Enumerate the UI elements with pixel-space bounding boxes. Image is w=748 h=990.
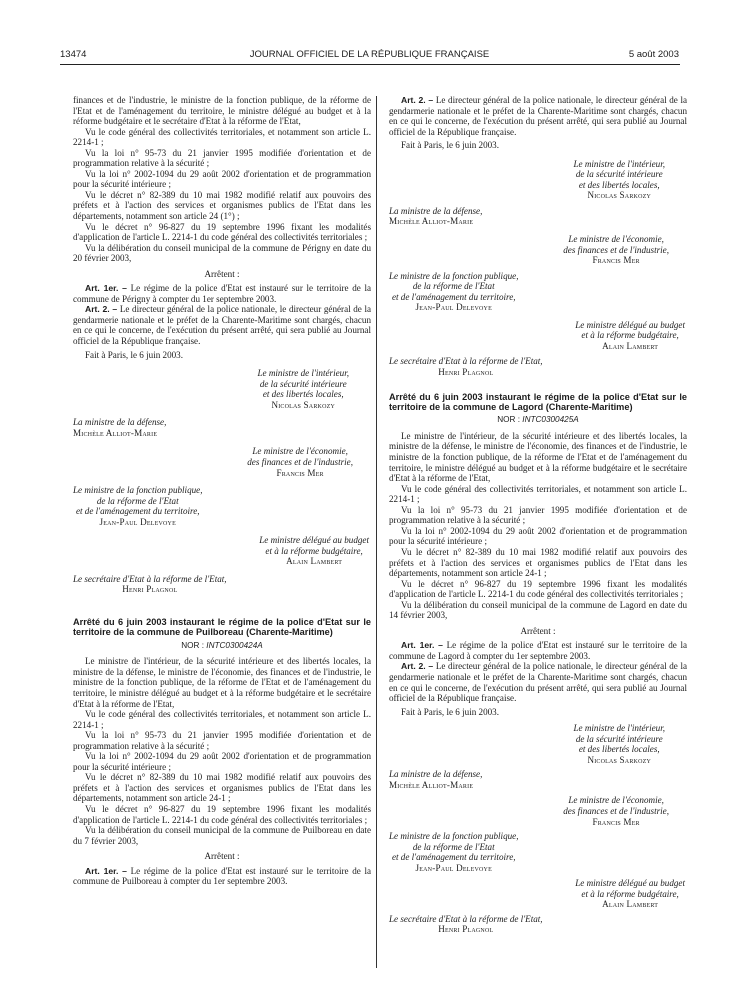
preamble: Le ministre de l'intérieur, de la sécurité intérieure et des libertés locales, la ministre de la défense, le ministre de l'économie, des finances et de l'industrie, le ministre de la fonction publique, de la réforme de l'Etat et de l'aménagement du territoire, le ministre délégué au budget et à la réforme budgétaire et le secrétaire d'Etat à la réforme de l'Etat, bbox=[73, 656, 371, 709]
article-text: Le régime de la police d'Etat est instauré sur le territoire de la commune de Lagord à compter du 1er septembre 2003. bbox=[389, 640, 688, 661]
header-rule bbox=[60, 64, 680, 65]
visa: Vu le décret n° 96-827 du 19 septembre 1996 fixant les modalités d'application de l'article L. 2214-1 du code général des collectivités territoriales ; bbox=[73, 221, 371, 243]
article-text: Le régime de la police d'Etat est instauré sur le territoire de la commune de Périgny à compter du 1er septembre 2003. bbox=[73, 283, 372, 304]
article-2 bbox=[389, 661, 687, 703]
signature-title: et des libertés locales, bbox=[578, 179, 660, 190]
signature-title: des finances et de l'industrie, bbox=[563, 805, 669, 816]
article-2 bbox=[389, 95, 687, 137]
article-1 bbox=[73, 283, 371, 304]
signature-title: Le ministre délégué au budget bbox=[575, 319, 685, 330]
nor-label: NOR : bbox=[497, 415, 523, 425]
signature-title: Le ministre délégué au budget bbox=[259, 535, 369, 546]
signature-title: et de l'aménagement du territoire, bbox=[391, 852, 516, 863]
visa: Vu le code général des collectivités territoriales, et notamment son article L. 2214-1 ; bbox=[73, 126, 371, 148]
signatory-name: Nicolas Sarkozy bbox=[271, 399, 336, 410]
signature-defense bbox=[73, 417, 371, 438]
signature-budget bbox=[389, 878, 687, 910]
signature-title: Le ministre de l'économie, bbox=[568, 234, 664, 245]
article-label: Art. 2. – bbox=[401, 661, 434, 672]
signature-title: La ministre de la défense, bbox=[389, 205, 483, 216]
visa: Vu la délibération du conseil municipal de la commune de Puilboreau en date du 7 février 2003, bbox=[73, 825, 371, 846]
article-2 bbox=[73, 304, 371, 346]
signature-title: de la réforme de l'Etat bbox=[96, 495, 179, 506]
signatory-name: Francis Mer bbox=[592, 255, 640, 266]
signature-title: et des libertés locales, bbox=[262, 389, 344, 400]
signature-title: La ministre de la défense, bbox=[73, 417, 167, 428]
nor-code: INTC0300424A bbox=[206, 640, 263, 650]
signature-economie bbox=[389, 795, 687, 827]
arretent-label: Arrêtent : bbox=[204, 851, 240, 862]
signature-title: de la sécurité intérieure bbox=[575, 169, 663, 180]
signature-defense bbox=[389, 769, 687, 790]
signing-place-date: Fait à Paris, le 6 juin 2003. bbox=[401, 140, 500, 151]
signature-fonction-publique bbox=[389, 831, 687, 873]
visa: Vu le code général des collectivités territoriales, et notamment son article L. 2214-1 ; bbox=[73, 709, 371, 730]
signature-fonction-publique bbox=[73, 485, 371, 527]
visa: Vu le décret n° 82-389 du 10 mai 1982 modifié relatif aux pouvoirs des préfets et à l'action des services et organismes publics de l'Etat dans les départements, notamment son article 24 (1°) ; bbox=[73, 189, 371, 222]
visa: Vu la loi n° 95-73 du 21 janvier 1995 modifiée d'orientation et de programmation relative à la sécurité ; bbox=[73, 147, 371, 169]
decree-heading: Arrêté du 6 juin 2003 instaurant le régime de la police d'Etat sur le territoire de la commune de Lagord (Charente-Maritime) bbox=[389, 391, 687, 412]
nor-code: INTC0300425A bbox=[522, 415, 579, 425]
visa: Vu la délibération du conseil municipal de la commune de Lagord en date du 14 février 2003, bbox=[389, 599, 687, 621]
signature-title: Le ministre de l'intérieur, bbox=[573, 158, 665, 169]
signature-secretaire bbox=[73, 574, 371, 595]
column-divider bbox=[376, 96, 377, 968]
visa: Vu le code général des collectivités territoriales, et notamment son article L. 2214-1 ; bbox=[389, 483, 687, 505]
signature-title: Le ministre de la fonction publique, bbox=[389, 270, 519, 281]
article-label: Art. 1er. – bbox=[85, 283, 127, 294]
signature-title: Le ministre de l'économie, bbox=[568, 795, 664, 806]
signature-title: de la réforme de l'Etat bbox=[412, 281, 495, 292]
signing-place-date: Fait à Paris, le 6 juin 2003. bbox=[401, 706, 500, 717]
signature-title: Le ministre de l'intérieur, bbox=[257, 368, 349, 379]
signature-economie bbox=[73, 446, 371, 478]
signature-title: La ministre de la défense, bbox=[389, 769, 483, 780]
page-number: 13474 bbox=[60, 49, 87, 60]
issue-date: 5 août 2003 bbox=[628, 49, 679, 60]
signature-secretaire bbox=[389, 914, 687, 935]
article-text: Le régime de la police d'Etat est instauré sur le territoire de la commune de Puilboreau à compter du 1er septembre 2003. bbox=[73, 865, 372, 887]
signature-budget bbox=[389, 320, 687, 352]
signature-title: de la réforme de l'Etat bbox=[412, 841, 495, 852]
article-1 bbox=[73, 866, 371, 887]
arretent-label: Arrêtent : bbox=[520, 625, 556, 636]
signature-title: Le ministre de la fonction publique, bbox=[389, 831, 519, 842]
signature-title: Le secrétaire d'Etat à la réforme de l'Etat, bbox=[73, 573, 227, 584]
article-label: Art. 2. – bbox=[85, 304, 118, 315]
visa: Vu le décret n° 96-827 du 19 septembre 1996 fixant les modalités d'application de l'article L. 2214-1 du code général des collectivités territoriales ; bbox=[389, 578, 687, 600]
signature-title: et de l'aménagement du territoire, bbox=[391, 291, 516, 302]
article-text: Le directeur général de la police nationale, le directeur général de la gendarmerie nationale et le préfet de la Charente-Maritime sont chargés, chacun en ce qui le concerne, de l'exécution du présent arrêté, qui sera publié au Journal officiel de la République française. bbox=[73, 304, 372, 347]
visa: Vu la loi n° 2002-1094 du 29 août 2002 d'orientation et de programmation pour la sécurité intérieure ; bbox=[73, 168, 371, 190]
visa: Vu la loi n° 95-73 du 21 janvier 1995 modifiée d'orientation et de programmation relative à la sécurité ; bbox=[389, 504, 687, 526]
signature-title: et des libertés locales, bbox=[578, 744, 660, 755]
nor-reference bbox=[73, 641, 371, 652]
signature-fonction-publique bbox=[389, 271, 687, 313]
signatory-name: Alain Lambert bbox=[602, 899, 659, 910]
visa: Vu la délibération du conseil municipal de la commune de Périgny en date du 20 février 2003, bbox=[73, 242, 371, 264]
signature-title: Le secrétaire d'Etat à la réforme de l'Etat, bbox=[389, 356, 543, 367]
signatory-name: Henri Plagnol bbox=[122, 584, 178, 595]
preamble: Le ministre de l'intérieur, de la sécurité intérieure et des libertés locales, la ministre de la défense, le ministre de l'économie, des finances et de l'industrie, le ministre de la fonction publique, de la réforme de l'Etat et de l'aménagement du territoire, le ministre délégué au budget et à la réforme budgétaire et le secrétaire d'Etat à la réforme de l'Etat, bbox=[389, 430, 687, 484]
article-label: Art. 1er. – bbox=[401, 640, 443, 651]
left-column bbox=[73, 95, 371, 887]
visa: Vu le décret n° 96-827 du 19 septembre 1996 fixant les modalités d'application de l'article L. 2214-1 du code général des collectivités territoriales ; bbox=[73, 803, 371, 825]
signatory-name: Jean-Paul Delevoye bbox=[415, 862, 492, 873]
signatory-name: Alain Lambert bbox=[286, 556, 343, 567]
visa: Vu la loi n° 2002-1094 du 29 août 2002 d'orientation et de programmation pour la sécurité intérieure ; bbox=[73, 751, 371, 772]
signature-title: et à la réforme budgétaire, bbox=[581, 330, 679, 341]
decree-heading: Arrêté du 6 juin 2003 instaurant le régime de la police d'Etat sur le territoire de la commune de Puilboreau (Charente-Maritime) bbox=[73, 616, 371, 638]
article-text: Le directeur général de la police nationale, le directeur général de la gendarmerie nationale et le préfet de la Charente-Maritime sont chargés, chacun en ce qui le concerne, de l'exécution du présent arrêté, qui sera publié au Journal officiel de la République française. bbox=[389, 95, 688, 137]
signature-title: des finances et de l'industrie, bbox=[247, 456, 353, 467]
signature-title: Le secrétaire d'Etat à la réforme de l'Etat, bbox=[389, 913, 543, 924]
signatory-name: Nicolas Sarkozy bbox=[587, 190, 652, 201]
article-label: Art. 2. – bbox=[401, 95, 434, 105]
article-1 bbox=[389, 640, 687, 661]
signatory-name: Michèle Alliot-Marie bbox=[73, 427, 158, 438]
signatory-name: Michèle Alliot-Marie bbox=[389, 779, 474, 790]
signature-title: Le ministre de la fonction publique, bbox=[73, 485, 203, 496]
page-header bbox=[60, 49, 679, 63]
signatory-name: Michèle Alliot-Marie bbox=[389, 216, 474, 227]
arretent-label: Arrêtent : bbox=[204, 268, 240, 279]
signatory-name: Francis Mer bbox=[592, 816, 640, 827]
signatory-name: Jean-Paul Delevoye bbox=[415, 302, 492, 313]
signature-interieur bbox=[73, 368, 371, 410]
signature-title: et à la réforme budgétaire, bbox=[265, 545, 363, 556]
signature-secretaire bbox=[389, 356, 687, 377]
signature-title: de la sécurité intérieure bbox=[259, 378, 347, 389]
signature-title: des finances et de l'industrie, bbox=[563, 244, 669, 255]
signature-title: de la sécurité intérieure bbox=[575, 733, 663, 744]
signatory-name: Henri Plagnol bbox=[438, 367, 494, 378]
visa: Vu la loi n° 2002-1094 du 29 août 2002 d'orientation et de programmation pour la sécurité intérieure ; bbox=[389, 525, 687, 547]
signatory-name: Alain Lambert bbox=[602, 340, 659, 351]
nor-label: NOR : bbox=[181, 640, 207, 650]
signatory-name: Francis Mer bbox=[276, 467, 324, 478]
signature-budget bbox=[73, 535, 371, 567]
signature-interieur bbox=[389, 723, 687, 765]
signature-interieur bbox=[389, 159, 687, 201]
signature-title: et à la réforme budgétaire, bbox=[581, 888, 679, 899]
intro-paragraph: finances et de l'industrie, le ministre de la fonction publique, de la réforme de l'Etat et de l'aménagement du territoire, le ministre délégué au budget et à la réforme budgétaire et le secrétaire d'Etat à la réforme de l'Etat, bbox=[73, 95, 371, 127]
right-column bbox=[389, 95, 687, 935]
article-text: Le directeur général de la police nationale, le directeur général de la gendarmerie nationale et le préfet de la Charente-Maritime sont chargés, chacun en ce qui le concerne, de l'exécution du présent arrêté, qui sera publié au Journal officiel de la République française. bbox=[389, 661, 688, 704]
nor-reference bbox=[389, 415, 687, 426]
signature-title: Le ministre de l'économie, bbox=[252, 446, 348, 457]
journal-title: JOURNAL OFFICIEL DE LA RÉPUBLIQUE FRANÇAISE bbox=[249, 49, 490, 60]
visa: Vu le décret n° 82-389 du 10 mai 1982 modifié relatif aux pouvoirs des préfets et à l'action des services et organismes publics de l'Etat dans les départements, notamment son article 24-1 ; bbox=[73, 772, 371, 804]
signature-title: Le ministre de l'intérieur, bbox=[573, 723, 665, 734]
article-label: Art. 1er. – bbox=[85, 865, 127, 876]
signatory-name: Jean-Paul Delevoye bbox=[99, 516, 176, 527]
signing-place-date: Fait à Paris, le 6 juin 2003. bbox=[85, 349, 184, 360]
visa: Vu la loi n° 95-73 du 21 janvier 1995 modifiée d'orientation et de programmation relative à la sécurité ; bbox=[73, 730, 371, 751]
signature-economie bbox=[389, 234, 687, 266]
signatory-name: Nicolas Sarkozy bbox=[587, 754, 652, 765]
signatory-name: Henri Plagnol bbox=[438, 924, 494, 935]
signature-title: Le ministre délégué au budget bbox=[575, 878, 685, 889]
visa: Vu le décret n° 82-389 du 10 mai 1982 modifié relatif aux pouvoirs des préfets et à l'action des services et organismes publics de l'Etat dans les départements, notamment son article 24-1 ; bbox=[389, 546, 687, 579]
signature-defense bbox=[389, 206, 687, 227]
signature-title: et de l'aménagement du territoire, bbox=[75, 506, 200, 517]
